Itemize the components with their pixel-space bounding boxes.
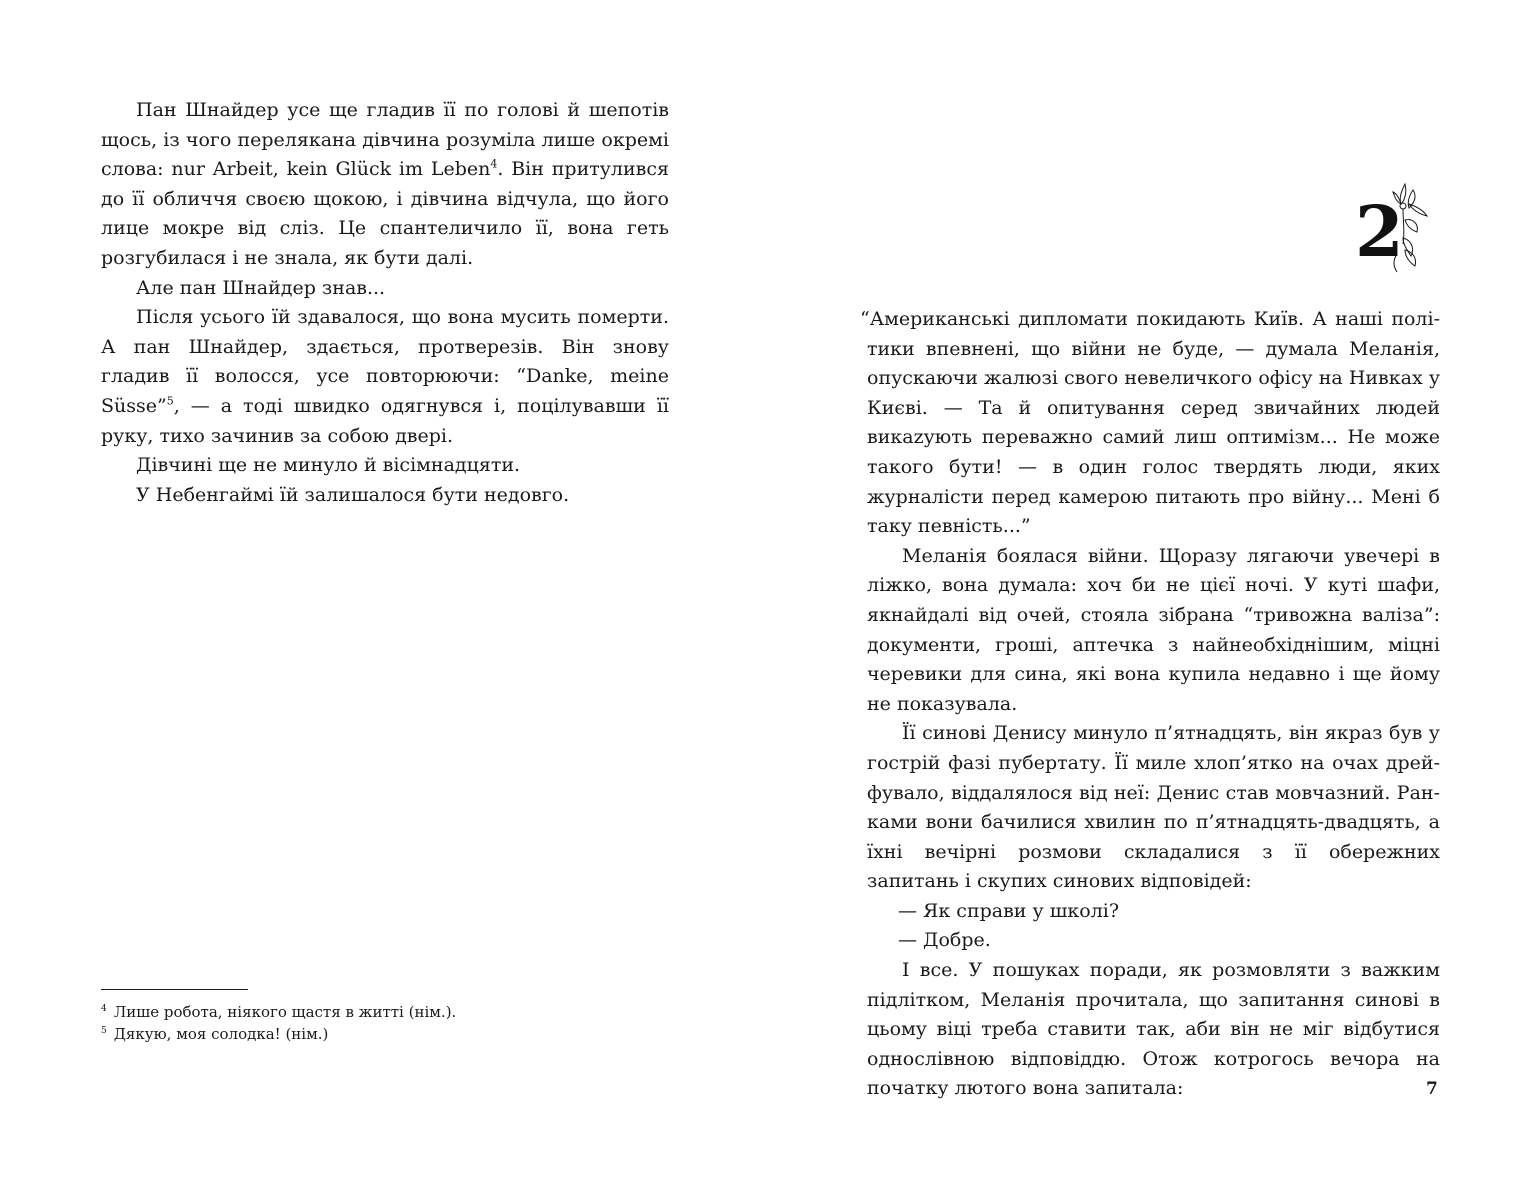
paragraph: Після усього їй здавалося, що вона мусить померти. А пан Шнайдер, здається, протверезів. Він знову гладив її волосся, усе повторюючи: “Danke, meine Süsse”$^5$, — а тоді швидко одягнувся і, поцілувавши її руку, тихо зачинив за собою двері.: [101, 306, 669, 447]
right-page: [768, 0, 1536, 1182]
footnote-number: 4: [101, 1004, 107, 1014]
chapter-number: 2: [1355, 190, 1404, 273]
footnotes: [101, 1001, 661, 1045]
paragraph: “Американські дипломати покидають Київ. А наші політики впевнені, що війни не буде, — думала Меланія, опускаючи жалюзі свого невеличкого офісу на Нивках у Києві. — Та й опитування серед звичайних людей викazують переважно самий лиш оптимізм... Не може такого бути! — в один голос твердять люди, яких журналісти перед камерою питають про війну... Мені б таку певність...”: [860, 308, 1440, 538]
footnote-number: 5: [101, 1026, 107, 1036]
dialogue-line: — Як справи у школі?: [898, 899, 1120, 922]
dialogue-line: — Добре.: [898, 929, 991, 952]
footnote: [101, 1023, 661, 1045]
footnote-divider: [101, 989, 248, 990]
footnote-text: Лише робота, ніякого щастя в житті (нім.).: [113, 1003, 457, 1021]
paragraph: Але пан Шнайдер знав...: [136, 276, 386, 299]
paragraph: У Небенгаймі їй залишалося бути недовго.: [136, 483, 570, 506]
paragraph: Дівчині ще не минуло й вісімнадцяти.: [136, 454, 521, 477]
paragraph: Її синові Денису минуло п’ятнадцять, він якраз був у гострій фазі пубертату. Її миле хлоп’ятко на очах дрейфувало, віддалялося від неї: Денис став мовчазний. Ранками вони бачилися хвилин по п’ятнадцять-двадцять, а їхні вечірні розмови складалися з її обережних запитань і скупих синових відповідей:: [867, 722, 1440, 893]
chapter-heading: [1353, 180, 1433, 280]
footnote-text: Дякую, моя солодка! (нім.): [113, 1025, 329, 1043]
footnote: [101, 1001, 661, 1023]
footnote-ref: 4: [490, 157, 498, 171]
paragraph: Пан Шнайдер усе ще гладив її по голові й шепотів щось, із чого перелякана дівчина розуміла лише окремі слова: nur Arbeit, kein Glück im Leben$^4$. Він притулився до її обличчя своєю щокою, і дівчина відчула, що його лице мокре від сліз. Це спантеличило її, вона геть розгубилася і не знала, як бути далі.: [101, 99, 669, 269]
footnote-ref: 5: [166, 394, 174, 408]
page-number: 7: [1426, 1079, 1438, 1099]
paragraph: Меланія боялася війни. Щоразу лягаючи увечері в ліжко, вона думала: хоч би не цієї ночі. У куті шафи, якнайдалі від очей, стояла зібрана “тривожна валіза”: документи, гроші, аптечка з найнеобхіднішим, міцні черевики для сина, які вона купила недавно і ще йому не показувала.: [867, 544, 1440, 715]
right-page-text: [860, 305, 1440, 1104]
left-page-text: [101, 96, 669, 510]
paragraph: І все. У пошуках поради, як розмовляти з важким підлітком, Меланія прочитала, що запитання синові в цьому віці треба ставити так, аби він не міг відбутися однослівною відповіддю. Отож котрогось вечора на початку лютого вона запитала:: [867, 959, 1440, 1100]
